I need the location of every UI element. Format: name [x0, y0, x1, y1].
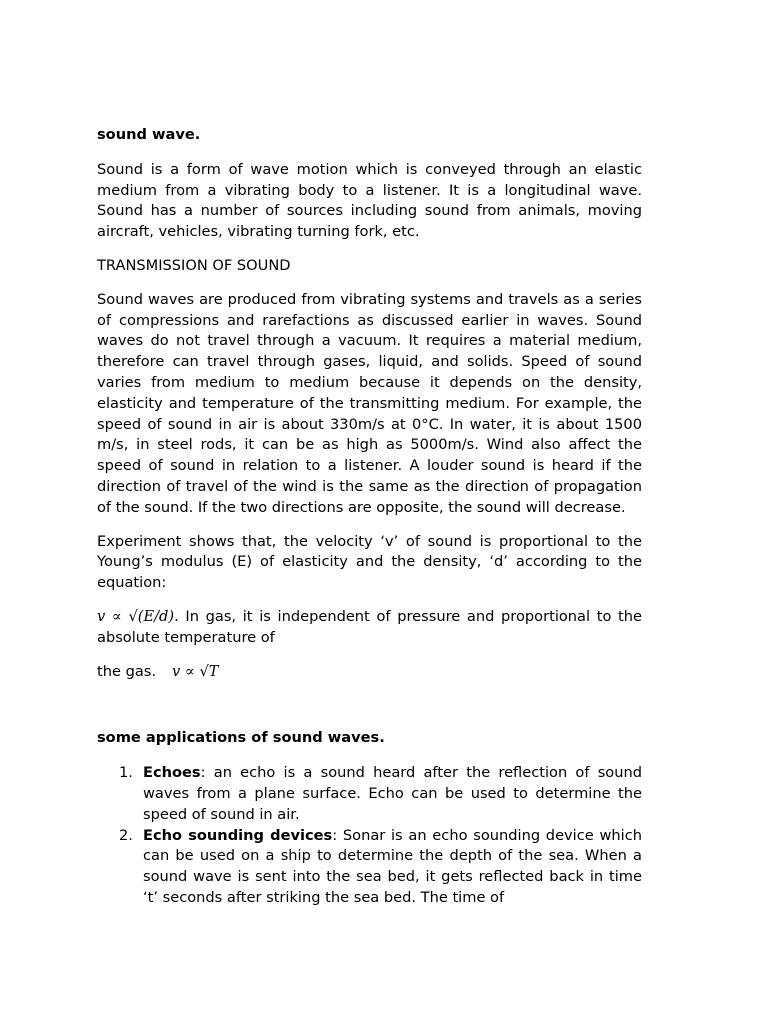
experiment-paragraph: Experiment shows that, the velocity ‘v’ of sound is proportional to the Young’s modulus (E) of elasticity and the density, ‘d’ according to the equation:: [97, 532, 642, 592]
document-page: [97, 125, 642, 909]
list-item-number: 2.: [119, 826, 133, 844]
equation-text: . In gas, it is independent of pressure and proportional to the absolute temperature of: [97, 607, 643, 646]
transmission-paragraph: Sound waves are produced from vibrating systems and travels as a series of compressions and rarefactions as discussed earlier in waves. Sound waves do not travel through a vacuum. It requires a material medium, therefore can travel through gases, liquid, and solids. Speed of sound varies from medium to medium because it depends on the density, elasticity and temperature of the transmitting medium. For example, the speed of sound in air is about 330m/s at 0°C. In water, it is about 1500 m/s, in steel rods, it can be as high as 5000m/s. Wind also affect the speed of sound in relation to a listener. A louder sound is heard if the direction of travel of the wind is the same as the direction of propagation of the sound. If the two directions are opposite, the sound will decrease.: [97, 290, 642, 516]
list-item-term: Echoes: [143, 764, 201, 782]
applications-heading: some applications of sound waves.: [97, 729, 385, 747]
list-item-text: : Sonar is an echo sounding device which can be used on a ship to determine the depth of the sea. When a sound wave is sent into the sea bed, it gets reflected back in time ‘t’ seconds after striking the sea bed. The time of: [143, 826, 642, 906]
equation-paragraph: [97, 607, 642, 649]
list-item-term: Echo sounding devices: [143, 826, 333, 844]
temperature-equation: v ∝ √T: [172, 662, 219, 680]
applications-list: [97, 763, 642, 909]
intro-paragraph: Sound is a form of wave motion which is conveyed through an elastic medium from a vibrating body to a listener. It is a longitudinal wave. Sound has a number of sources including sound from animals, moving aircraft, vehicles, vibrating turning fork, etc.: [97, 160, 642, 241]
list-item-text: : an echo is a sound heard after the reflection of sound waves from a plane surface. Echo can be used to determine the speed of sound in air.: [143, 764, 642, 823]
list-item-number: 1.: [119, 764, 133, 782]
page-title: sound wave.: [97, 126, 201, 143]
transmission-heading: TRANSMISSION OF SOUND: [97, 256, 291, 274]
list-item: [97, 826, 642, 909]
velocity-equation: v ∝ √(E/d): [97, 607, 175, 625]
list-item: [97, 763, 642, 825]
gas-equation-line: [97, 662, 642, 683]
gas-prefix: the gas.: [97, 662, 157, 680]
